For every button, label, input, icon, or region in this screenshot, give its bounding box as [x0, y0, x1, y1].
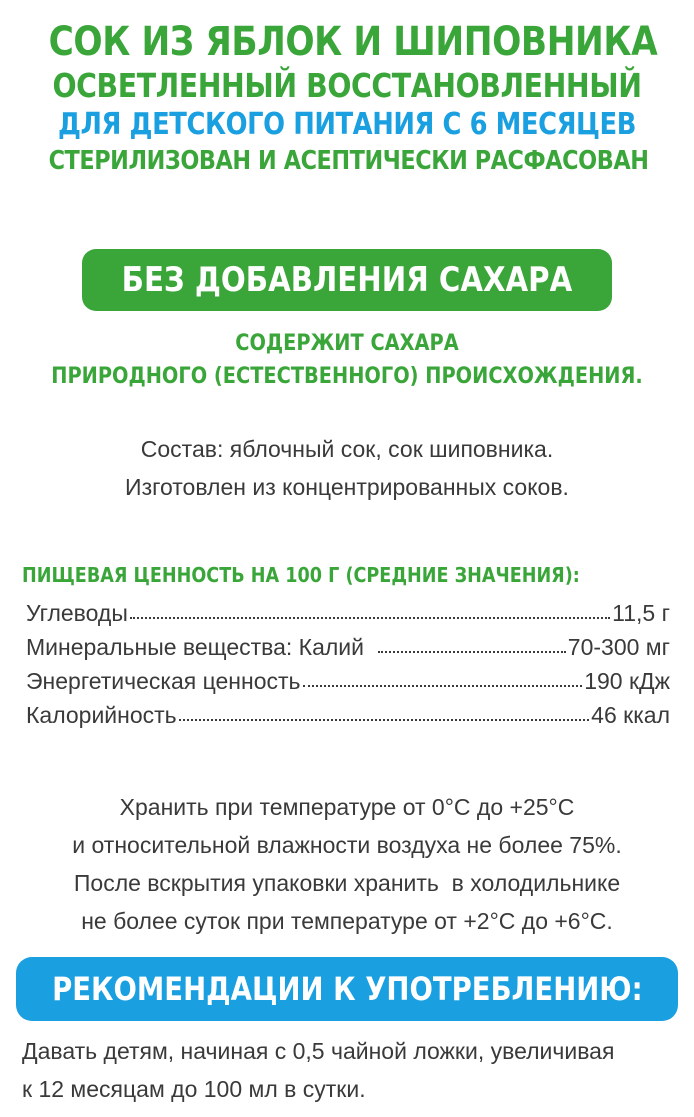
product-title: СОК ИЗ ЯБЛОК И ШИПОВНИКА	[48, 19, 658, 65]
dotted-leader	[179, 701, 590, 721]
nutrition-row	[26, 596, 670, 630]
storage-line-2: и относительной влажности воздуха не более 75%.	[72, 832, 622, 858]
nutrition-label: Углеводы	[26, 600, 128, 626]
nutrition-label: Энергетическая ценность	[26, 668, 301, 694]
natural-sugar-line-2: ПРИРОДНОГО (ЕСТЕСТВЕННОГО) ПРОИСХОЖДЕНИЯ.	[51, 364, 643, 389]
nutrition-row	[26, 698, 670, 732]
age-recommendation: ДЛЯ ДЕТСКОГО ПИТАНИЯ С 6 МЕСЯЦЕВ	[58, 107, 636, 142]
recommendations-text	[22, 1032, 682, 1108]
sterilization-note: СТЕРИЛИЗОВАН И АСЕПТИЧЕСКИ РАСФАСОВАН	[48, 146, 649, 176]
recommendations-line-1: Давать детям, начиная с 0,5 чайной ложки, увеличивая	[22, 1038, 615, 1064]
dotted-leader	[303, 667, 583, 687]
product-header	[0, 0, 694, 178]
nutrition-label: Калорийность	[26, 702, 177, 728]
recommendations-line-2: к 12 месяцам до 100 мл в сутки.	[22, 1076, 366, 1102]
nutrition-value: 190 кДж	[584, 668, 670, 694]
storage-conditions	[0, 788, 694, 940]
recommendations-title: РЕКОМЕНДАЦИИ К УПОТРЕБЛЕНИЮ:	[51, 970, 643, 1008]
nutrition-value: 11,5 г	[612, 600, 670, 626]
dotted-leader	[130, 599, 610, 619]
nutrition-value: 70-300 мг	[567, 634, 670, 660]
product-type: ОСВЕТЛЕННЫЙ ВОССТАНОВЛЕННЫЙ	[52, 66, 642, 105]
storage-line-3: После вскрытия упаковки хранить в холодильнике	[73, 870, 621, 896]
nutrition-row	[26, 664, 670, 698]
no-sugar-badge	[82, 249, 612, 311]
storage-line-1: Хранить при температуре от 0°С до +25°С	[119, 794, 575, 820]
nutrition-title: ПИЩЕВАЯ ЦЕННОСТЬ НА 100 Г (СРЕДНИЕ ЗНАЧЕНИЯ):	[22, 563, 580, 587]
nutrition-value: 46 ккал	[591, 702, 670, 728]
composition-line-2: Изготовлен из концентрированных соков.	[125, 474, 569, 500]
natural-sugar-line-1: СОДЕРЖИТ САХАРА	[235, 331, 459, 356]
no-sugar-badge-text: БЕЗ ДОБАВЛЕНИЯ САХАРА	[121, 260, 573, 300]
nutrition-row	[26, 630, 670, 664]
nutrition-table	[26, 596, 670, 732]
nutrition-label: Минеральные вещества: Калий	[26, 634, 364, 660]
storage-line-4: не более суток при температуре от +2°С до +6°С.	[81, 908, 613, 934]
recommendations-banner	[16, 957, 678, 1021]
natural-sugar-note	[0, 327, 694, 393]
composition-block	[0, 430, 694, 506]
composition-line-1: Состав: яблочный сок, сок шиповника.	[140, 436, 554, 462]
dotted-leader	[378, 633, 566, 653]
